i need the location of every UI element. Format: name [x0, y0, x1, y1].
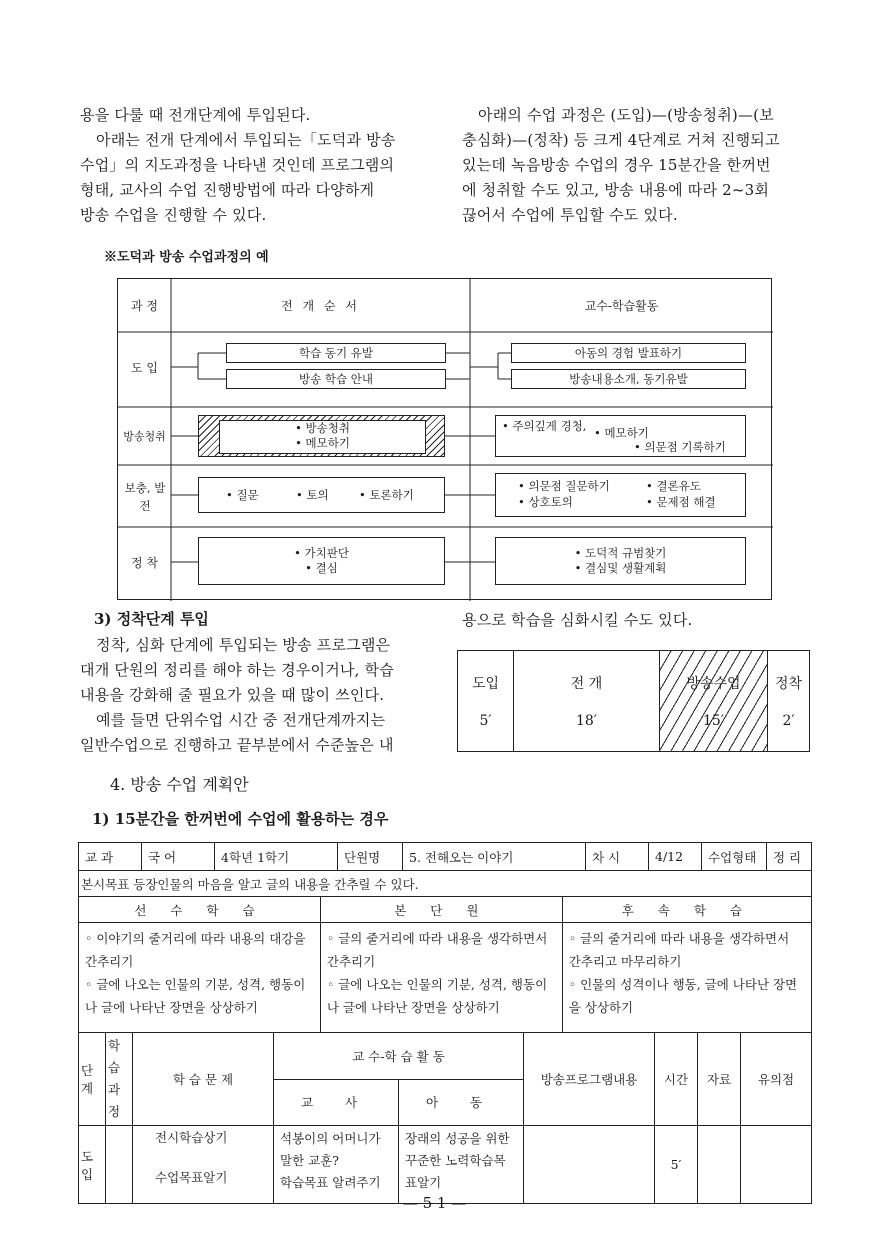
- lesson-plan: [78, 842, 812, 1204]
- timeline-segment: [513, 651, 659, 751]
- act-conclusion: • 결론유도: [646, 479, 701, 493]
- cell-goal: 본시목표 등장인물의 마음을 알고 글의 내용을 간추릴 수 있다.: [79, 871, 812, 897]
- text-line: 끊어서 수업에 투입할 수도 있다.: [462, 206, 678, 224]
- row-problem: 전시학습상기 수업목표알기: [133, 1126, 274, 1204]
- act-question-record: • 의문점 기록하기: [634, 440, 726, 454]
- timeline-segment: [659, 651, 767, 751]
- cell-unit: 5. 전해오는 이야기: [403, 843, 586, 871]
- text-line: 정착, 심화 단계에 투입되는 방송 프로그램은: [96, 636, 391, 654]
- cell-form-label: 수업형태: [702, 843, 767, 871]
- header-stage: 과 정: [131, 299, 158, 313]
- text-line: 아래의 수업 과정은 (도입)—(방송청취)—(보: [478, 106, 774, 124]
- text-line: 대개 단원의 정리를 해야 하는 경우이거나, 학습: [80, 661, 394, 679]
- row-teacher: 석봉이의 어머니가 말한 교훈? 학습목표 알려주기: [274, 1126, 399, 1204]
- cell-subject-label: 교 과: [79, 843, 142, 871]
- process-diagram: [117, 278, 772, 600]
- text-line: 일반수업으로 진행하고 끝부분에서 수준높은 내: [80, 736, 394, 754]
- seq-discuss: • 토의: [296, 488, 329, 502]
- act-attend: • 주의깊게 경청,: [502, 419, 587, 433]
- col-notes: 유의점: [741, 1033, 812, 1126]
- phase-body-follow: ◦ 글의 줄거리에 따라 내용을 생각하면서 간추리고 마무리하기 ◦ 인물의 성격이나 행동, 글에 나타난 장면을 상상하기: [562, 923, 811, 1033]
- act-norm: • 도덕적 규범찾기: [574, 546, 667, 560]
- timeline-segment: [458, 651, 513, 751]
- seq-debate: • 토론하기: [359, 488, 414, 502]
- text-line: 예를 들면 단위수업 시간 중 전개단계까지는: [96, 711, 386, 729]
- timeline-label: 도입: [471, 676, 500, 692]
- act-plan: • 결심및 생활계획: [574, 561, 667, 575]
- seq-question: • 질문: [226, 488, 259, 502]
- text-line: 방송 수업을 진행할 수 있다.: [80, 206, 267, 224]
- text-line: 아래는 전개 단계에서 투입되는「도덕과 방송: [96, 131, 396, 149]
- seq-value: • 가치판단: [294, 546, 349, 560]
- text-line: 에 청취할 수도 있고, 방송 내용에 따라 2~3회: [462, 181, 770, 199]
- act-solve: • 문제점 해결: [646, 495, 716, 509]
- col-child: 아 동: [399, 1079, 524, 1126]
- col-material: 자료: [698, 1033, 741, 1126]
- section3-body: [80, 633, 450, 758]
- phase-body-prior: ◦ 이야기의 줄거리에 따라 내용의 대강을 간추리기 ◦ 글에 나오는 인물의 기분, 성격, 행동이나 글에 나타난 장면을 상상하기: [79, 923, 321, 1033]
- act-memo: • 메모하기: [594, 426, 649, 440]
- timeline-time: 15′: [703, 713, 724, 729]
- timeline-label: 정착: [774, 676, 803, 692]
- col-problem: 학 습 문 제: [133, 1033, 274, 1126]
- header-sequence: 전 개 순 서: [281, 299, 360, 313]
- timeline-label: 전 개: [570, 676, 603, 692]
- section3-heading: 3) 정착단계 투입: [94, 610, 209, 628]
- col-teacher: 교 사: [274, 1079, 399, 1126]
- cell-grade: 4학년 1학기: [215, 843, 338, 871]
- cell-period-label: 차 시: [586, 843, 649, 871]
- header-activity: 교수-학습활동: [584, 299, 659, 313]
- timeline-table: [457, 650, 810, 752]
- diagram-caption: ※도덕과 방송 수업과정의 예: [104, 250, 269, 265]
- seq-discussion-box: [198, 477, 445, 513]
- act-settle-box: [495, 537, 746, 585]
- act-discussion-box: [495, 473, 746, 517]
- col-time: 시간: [655, 1033, 698, 1126]
- phase-head-follow: 후 속 학 습: [562, 897, 811, 923]
- phase-head-main: 본 단 원: [320, 897, 562, 923]
- row-time: 5′: [655, 1126, 698, 1204]
- page-number: — 5 1 —: [402, 1194, 467, 1212]
- cell-period: 4/12: [649, 843, 702, 871]
- row-process: [106, 1126, 133, 1204]
- timeline-time: 2′: [782, 713, 795, 729]
- act-mutual: • 상호토의: [518, 495, 573, 509]
- stage-settle: 정 착: [131, 556, 158, 570]
- stage-listening: 방송청취: [123, 430, 166, 443]
- row-stage: 도입: [79, 1126, 106, 1204]
- act-listening-box: [495, 415, 746, 457]
- stage-supplement: 보충, 발전: [124, 481, 166, 513]
- seq-motivation: 학습 동기 유발: [226, 343, 446, 363]
- seq-settle-box: [198, 537, 445, 585]
- timeline-label: 방송수업: [686, 676, 741, 692]
- seq-decision: • 결심: [305, 561, 338, 575]
- section4-heading: 4. 방송 수업 계획안: [110, 775, 249, 794]
- seq-guide: 방송 학습 안내: [226, 369, 446, 389]
- left-intro: [80, 103, 445, 228]
- text-line: 수업」의 지도과정을 나타낸 것인데 프로그램의: [80, 156, 395, 174]
- cell-form: 정 리: [767, 843, 812, 871]
- text-line: 용을 다룰 때 전개단계에 투입된다.: [80, 106, 311, 124]
- col-stage: 단계: [79, 1033, 106, 1126]
- cell-unit-label: 단원명: [338, 843, 403, 871]
- seq-listening-box: [198, 415, 445, 457]
- cell-subject: 국 어: [142, 843, 215, 871]
- text-line: 충심화)—(정착) 등 크게 4단계로 거쳐 진행되고: [462, 131, 780, 149]
- row-child: 장래의 성공을 위한 꾸준한 노력학습목표알기: [399, 1126, 524, 1204]
- act-experience: 아동의 경험 발표하기: [511, 343, 746, 363]
- seq-listen: • 방송청취: [295, 421, 350, 435]
- phase-head-prior: 선 수 학 습: [79, 897, 321, 923]
- timeline-segment: [767, 651, 809, 751]
- timeline-time: 18′: [576, 713, 597, 729]
- text-line: 있는데 녹음방송 수업의 경우 15분간을 한꺼번: [462, 156, 771, 174]
- right-intro: [462, 103, 822, 228]
- phase-body-main: ◦ 글의 줄거리에 따라 내용을 생각하면서 간추리기 ◦ 글에 나오는 인물의 기분, 성격, 행동이나 글에 나타난 장면을 상상하기: [320, 923, 562, 1033]
- text-line: 형태, 교사의 수업 진행방법에 따라 다양하게: [80, 181, 375, 199]
- row-program: [524, 1126, 655, 1204]
- text-line: 내용을 강화해 줄 필요가 있을 때 많이 쓰인다.: [80, 686, 385, 704]
- col-program: 방송프로그램내용: [524, 1033, 655, 1126]
- col-process: 학습과정: [106, 1033, 133, 1126]
- act-intro-content: 방송내용소개, 동기유발: [511, 369, 746, 389]
- row-notes: [741, 1126, 812, 1204]
- timeline-time: 5′: [479, 713, 492, 729]
- stage-intro: 도 입: [131, 361, 158, 375]
- act-ask: • 의문점 질문하기: [518, 479, 610, 493]
- section4-sub: 1) 15분간을 한꺼번에 수업에 활용하는 경우: [92, 810, 389, 828]
- section3-right-line: 용으로 학습을 심화시킬 수도 있다.: [462, 611, 693, 629]
- row-material: [698, 1126, 741, 1204]
- seq-memo: • 메모하기: [295, 436, 350, 450]
- col-activity: 교 수-학 습 활 동: [274, 1033, 524, 1080]
